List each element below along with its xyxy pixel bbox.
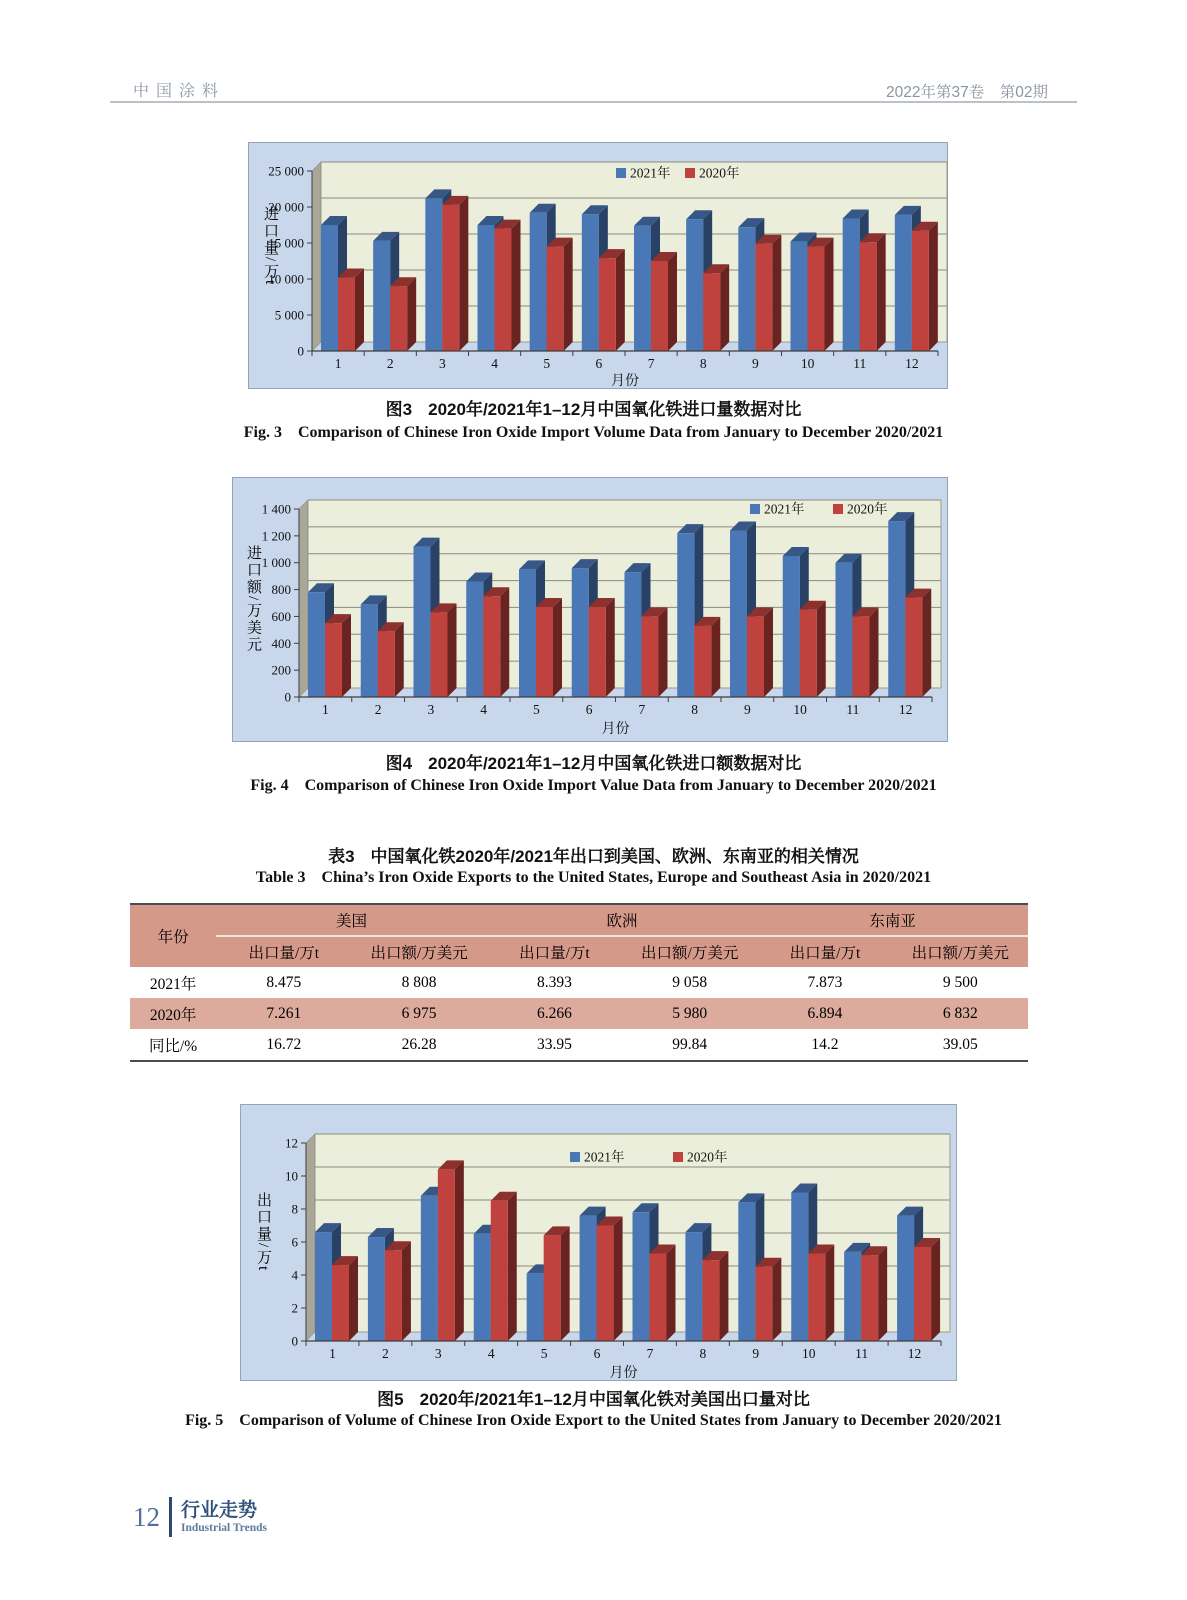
svg-text:4: 4 [487, 1346, 495, 1361]
page-number: 12 [133, 1501, 160, 1532]
svg-text:8: 8 [691, 702, 698, 717]
svg-text:7: 7 [646, 1346, 654, 1361]
svg-text:11: 11 [853, 356, 867, 371]
svg-text:3: 3 [427, 702, 435, 717]
fig4-label-zh: 图4 [385, 754, 413, 773]
svg-text:15 000: 15 000 [268, 235, 304, 251]
fig4-label-en: Fig. 4 [250, 777, 289, 794]
fig4-text-en: Comparison of Chinese Iron Oxide Import Value Data from January to December 2020/2021 [304, 777, 937, 794]
svg-text:2: 2 [291, 1300, 298, 1316]
fig3-y-axis-title: 进口量/万t [262, 206, 278, 287]
svg-text:4: 4 [480, 702, 487, 717]
svg-text:8: 8 [291, 1201, 298, 1217]
region-group-header: 东南亚 [757, 904, 1028, 936]
svg-text:5: 5 [533, 702, 540, 717]
svg-text:3: 3 [434, 1346, 442, 1361]
svg-text:800: 800 [271, 582, 291, 598]
svg-text:12: 12 [898, 702, 913, 717]
svg-text:4: 4 [291, 1267, 298, 1283]
svg-text:5 000: 5 000 [274, 307, 304, 323]
metric-column-header: 出口量/万t [487, 936, 622, 967]
svg-text:2020年: 2020年 [699, 165, 740, 181]
bar-chart-svg [248, 142, 948, 389]
table3-text-en: China’s Iron Oxide Exports to the United States, Europe and Southeast Asia in 2020/2021 [321, 869, 932, 886]
fig5-text-zh: 2020年/2021年1–12月中国氧化铁对美国出口量对比 [419, 1390, 810, 1409]
fig5-label-en: Fig. 5 [185, 1412, 224, 1429]
svg-text:1 200: 1 200 [261, 528, 291, 544]
export-data-table [130, 903, 1028, 1062]
svg-text:3: 3 [439, 356, 446, 371]
svg-text:月份: 月份 [601, 722, 630, 737]
fig3-label-zh: 图3 [385, 400, 413, 419]
svg-text:9: 9 [744, 702, 751, 717]
table-cell: 6 832 [893, 998, 1028, 1029]
svg-text:10: 10 [800, 356, 815, 371]
fig3-text-en: Comparison of Chinese Iron Oxide Import Volume Data from January to December 2020/2021 [297, 424, 944, 441]
svg-text:10: 10 [793, 702, 807, 717]
table-cell: 99.84 [672, 1035, 708, 1053]
svg-text:9: 9 [752, 1346, 760, 1361]
svg-text:11: 11 [846, 702, 860, 717]
metric-column-header: 出口额/万美元 [622, 936, 757, 967]
row-label: 同比/% [148, 1037, 198, 1055]
svg-text:9: 9 [752, 356, 759, 371]
fig5-caption-zh [0, 1385, 1187, 1410]
svg-text:0: 0 [297, 343, 304, 359]
row-label: 2021年 [149, 975, 197, 993]
fig5-text-en: Comparison of Volume of Chinese Iron Oxide Export to the United States from January to December 2020/2021 [239, 1412, 1002, 1429]
svg-text:12: 12 [285, 1135, 298, 1151]
table-group-header-row [130, 904, 1028, 936]
svg-text:1 400: 1 400 [261, 501, 291, 517]
table3-title-zh [0, 842, 1187, 867]
svg-text:2: 2 [382, 1346, 389, 1361]
table-cell: 9 500 [942, 973, 978, 991]
metric-column-header: 出口额/万美元 [893, 936, 1028, 967]
fig4-caption-en [0, 777, 1187, 795]
fig5-y-axis-title: 出口量/万t [255, 1192, 271, 1273]
issue-info: 2022年第37卷 第02期 [886, 84, 1048, 101]
table-cell: 5 980 [622, 998, 757, 1029]
svg-text:8: 8 [699, 356, 707, 371]
svg-text:5: 5 [540, 1346, 548, 1361]
svg-text:6: 6 [291, 1234, 298, 1250]
table-cell: 16.72 [266, 1035, 302, 1053]
table-row [130, 998, 1028, 1029]
journal-name: 中国涂料 [133, 83, 226, 100]
fig3-caption-zh [0, 395, 1187, 420]
svg-text:1: 1 [334, 356, 342, 371]
table3-title-en [0, 869, 1187, 887]
metric-column-header: 出口量/万t [757, 936, 892, 967]
svg-text:10: 10 [801, 1346, 816, 1361]
bar-chart-svg [232, 477, 948, 742]
table-cell: 7.873 [807, 973, 843, 991]
svg-text:400: 400 [271, 635, 291, 651]
table-cell: 6.266 [487, 998, 622, 1029]
svg-text:20 000: 20 000 [268, 199, 304, 215]
fig3-import-volume-chart [248, 142, 948, 394]
table-cell: 6.894 [757, 998, 892, 1029]
metric-column-header: 出口额/万美元 [351, 936, 486, 967]
region-group-header: 欧洲 [487, 904, 758, 936]
svg-text:8: 8 [699, 1346, 707, 1361]
fig3-text-zh: 2020年/2021年1–12月中国氧化铁进口量数据对比 [428, 400, 802, 419]
row-label: 2020年 [130, 998, 216, 1029]
header-rule [110, 101, 1077, 103]
table-cell: 9 058 [672, 973, 708, 991]
svg-text:2: 2 [386, 356, 394, 371]
table-cell: 39.05 [942, 1035, 978, 1053]
table-cell: 33.95 [536, 1035, 572, 1053]
footer-divider [169, 1497, 172, 1537]
svg-text:0: 0 [291, 1333, 298, 1349]
table-subheader-row [130, 936, 1028, 967]
svg-text:10 000: 10 000 [268, 271, 304, 287]
svg-text:5: 5 [543, 356, 551, 371]
fig5-label-zh: 图5 [377, 1390, 404, 1409]
svg-text:11: 11 [855, 1346, 869, 1361]
column-name-zh: 行业走势 [181, 1499, 258, 1521]
svg-text:7: 7 [638, 702, 646, 717]
page-footer [133, 1497, 267, 1537]
svg-text:6: 6 [595, 356, 603, 371]
svg-text:25 000: 25 000 [268, 163, 304, 179]
table-cell: 8.475 [266, 973, 302, 991]
svg-text:2: 2 [374, 702, 382, 717]
svg-text:12: 12 [907, 1346, 922, 1361]
svg-text:200: 200 [271, 662, 291, 678]
year-column-header: 年份 [130, 904, 216, 967]
svg-text:6: 6 [593, 1346, 601, 1361]
svg-text:1 000: 1 000 [261, 555, 291, 571]
fig4-caption-zh [0, 749, 1187, 774]
column-name-en: Industrial Trends [181, 1521, 267, 1534]
table-cell: 8 808 [401, 973, 437, 991]
svg-text:4: 4 [491, 356, 498, 371]
svg-text:0: 0 [284, 689, 291, 705]
svg-text:1: 1 [322, 702, 329, 717]
table-cell: 26.28 [401, 1035, 437, 1053]
svg-text:10: 10 [285, 1168, 298, 1184]
svg-text:7: 7 [647, 356, 655, 371]
table3-label-en: Table 3 [255, 869, 306, 886]
table-cell: 7.261 [216, 998, 351, 1029]
svg-text:6: 6 [585, 702, 593, 717]
bar-chart-svg [240, 1104, 957, 1381]
table-cell: 8.393 [536, 973, 572, 991]
svg-text:600: 600 [271, 608, 291, 624]
table3-label-zh: 表3 [328, 847, 355, 866]
fig5-caption-en [0, 1412, 1187, 1430]
svg-text:2021年: 2021年 [764, 501, 805, 517]
fig5-export-volume-chart [240, 1104, 957, 1386]
svg-text:月份: 月份 [609, 1366, 638, 1381]
svg-text:1: 1 [329, 1346, 336, 1361]
svg-text:2021年: 2021年 [630, 165, 671, 181]
fig3-label-en: Fig. 3 [243, 424, 282, 441]
svg-text:2020年: 2020年 [847, 501, 888, 517]
svg-text:月份: 月份 [611, 374, 639, 389]
fig4-text-zh: 2020年/2021年1–12月中国氧化铁进口额数据对比 [428, 754, 802, 773]
fig3-caption-en [0, 424, 1187, 442]
region-group-header: 美国 [216, 904, 487, 936]
table-cell: 14.2 [811, 1035, 839, 1053]
table-cell: 6 975 [351, 998, 486, 1029]
table-row [130, 967, 1028, 998]
table-row [130, 1029, 1028, 1061]
svg-text:12: 12 [905, 356, 919, 371]
table3-text-zh: 中国氧化铁2020年/2021年出口到美国、欧洲、东南亚的相关情况 [370, 847, 859, 866]
svg-text:2021年: 2021年 [584, 1149, 625, 1165]
fig4-y-axis-title: 进口额/万美元 [245, 545, 261, 654]
metric-column-header: 出口量/万t [216, 936, 351, 967]
fig4-import-value-chart [232, 477, 948, 747]
svg-text:2020年: 2020年 [687, 1149, 728, 1165]
